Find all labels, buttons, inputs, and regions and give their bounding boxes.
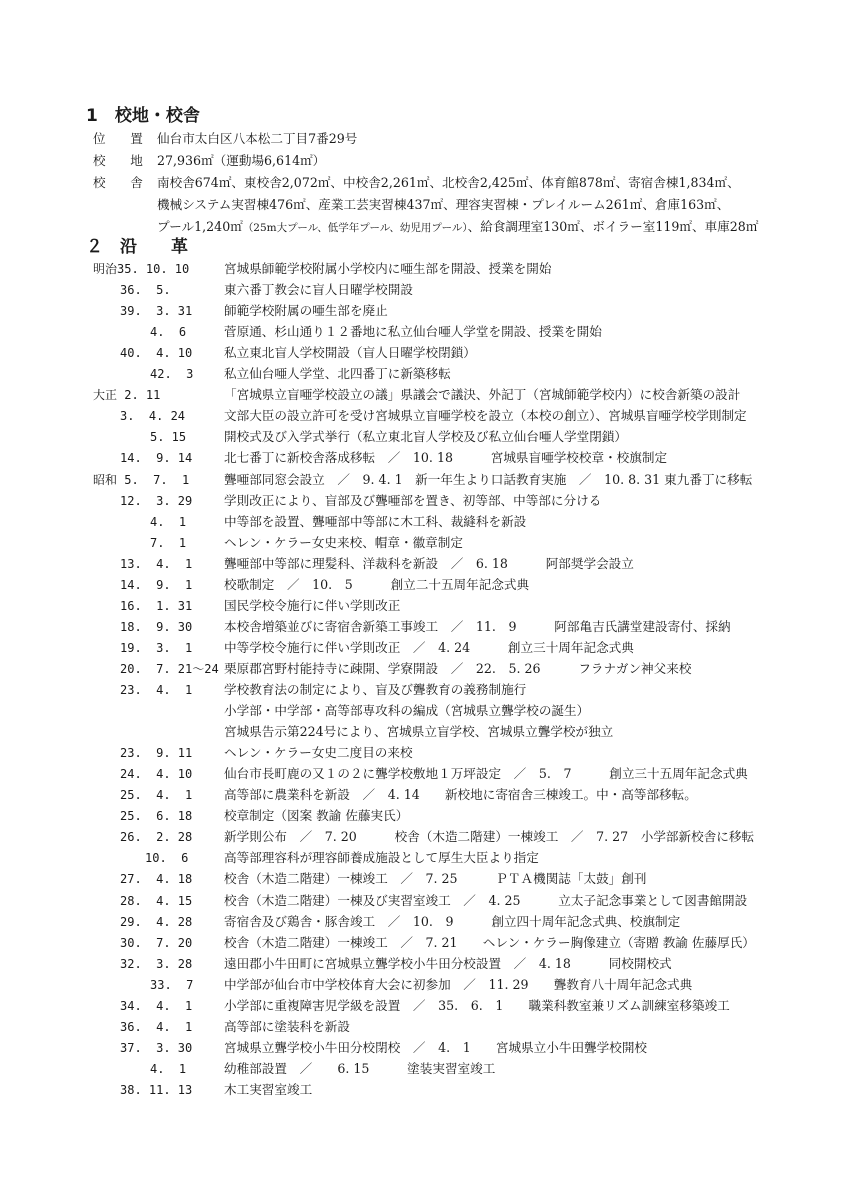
history-row bbox=[0, 447, 849, 469]
history-text: 聾唖部中等部に理髪科、洋裁科を新設 ／ 6. 18 阿部奨学会設立 bbox=[224, 555, 634, 571]
history-date: 20. 7. 21～24 bbox=[120, 661, 219, 676]
history-text: 「宮城県立盲唖学校設立の議」県議会で議決、外記丁（宮城師範学校内）に校舎新築の設計 bbox=[224, 387, 741, 403]
history-text: 新学則公布 ／ 7. 20 校舎（木造二階建）一棟竣工 ／ 7. 27 小学部新校舎に移転 bbox=[224, 829, 755, 845]
history-date: 33. 7 bbox=[150, 977, 194, 992]
history-text: 遠田郡小牛田町に宮城県立聾学校小牛田分校設置 ／ 4. 18 同校開校式 bbox=[224, 955, 672, 971]
history-text: 栗原郡宮野村能持寺に疎開、学寮開設 ／ 22. 5. 26 フラナガン神父来校 bbox=[224, 660, 692, 676]
history-date: 32. 3. 28 bbox=[120, 956, 193, 971]
history-text: ヘレン・ケラー女史二度目の来校 bbox=[224, 745, 413, 761]
buildings-pool: プール1,240㎡ bbox=[157, 219, 243, 234]
history-row bbox=[0, 490, 849, 512]
history-row bbox=[0, 1058, 849, 1080]
history-date: 34. 4. 1 bbox=[120, 998, 193, 1013]
history-row bbox=[0, 574, 849, 596]
history-text: 小学部・中学部・高等部専攻科の編成（宮城県立聾学校の誕生） bbox=[224, 703, 590, 719]
history-row bbox=[0, 595, 849, 617]
info-value: 27,936㎡（運動場6,614㎡） bbox=[157, 153, 326, 168]
history-text: 中等学校令施行に伴い学則改正 ／ 4. 24 創立三十周年記念式典 bbox=[224, 639, 634, 655]
history-text: 本校舎増築並びに寄宿舎新築工事竣工 ／ 11. 9 阿部亀吉氏講堂建設寄付、採納 bbox=[224, 618, 731, 634]
info-label: 校 舎 bbox=[93, 175, 149, 190]
history-date: 14. 9. 1 bbox=[120, 577, 193, 592]
history-text: 東六番丁教会に盲人日曜学校開設 bbox=[224, 282, 413, 298]
history-date: 3. 4. 24 bbox=[120, 409, 186, 424]
history-date: 4. 1 bbox=[150, 1061, 187, 1076]
history-date: 36. 5. bbox=[120, 283, 171, 298]
history-text: 菅原通、杉山通り１２番地に私立仙台唖人学堂を開設、授業を開始 bbox=[224, 324, 602, 340]
history-date: 5. 15 bbox=[150, 430, 187, 445]
history-date: 38. 11. 13 bbox=[120, 1082, 193, 1097]
history-row bbox=[0, 700, 849, 722]
history-row bbox=[0, 679, 849, 701]
history-date: 30. 7. 20 bbox=[120, 935, 193, 950]
history-row bbox=[0, 553, 849, 575]
history-row bbox=[0, 279, 849, 301]
history-date: 19. 3. 1 bbox=[120, 640, 193, 655]
history-row bbox=[0, 763, 849, 785]
buildings-pool-detail: （25m大プール、低学年プール、幼児用プール） bbox=[242, 222, 468, 234]
history-text: 校舎（木造二階建）一棟竣工 ／ 7. 21 ヘレン・ケラー胸像建立（寄贈 教諭 佐藤厚氏） bbox=[224, 934, 755, 950]
history-date: 25. 4. 1 bbox=[120, 788, 193, 803]
history-row bbox=[0, 616, 849, 638]
history-date: 大正 2. 11 bbox=[93, 388, 161, 403]
buildings-line: 南校舎674㎡、東校舎2,072㎡、中校舎2,261㎡、北校舎2,425㎡、体育館878㎡、寄宿舎棟1,834㎡、 bbox=[157, 175, 740, 190]
history-text: 国民学校令施行に伴い学則改正 bbox=[224, 597, 401, 613]
history-text: 宮城県告示第224号により、宮城県立盲学校、宮城県立聾学校が独立 bbox=[224, 724, 614, 740]
history-date: 18. 9. 30 bbox=[120, 619, 193, 634]
history-row bbox=[0, 721, 849, 743]
history-row bbox=[0, 868, 849, 890]
history-row bbox=[0, 342, 849, 364]
history-text: 中学部が仙台市中学校体育大会に初参加 ／ 11. 29 聾教育八十周年記念式典 bbox=[224, 976, 693, 992]
history-row bbox=[0, 742, 849, 764]
history-text: 開校式及び入学式挙行（私立東北盲人学校及び私立仙台唖人学堂閉鎖） bbox=[224, 429, 627, 445]
history-date: 36. 4. 1 bbox=[120, 1019, 193, 1034]
info-label: 校 地 bbox=[93, 153, 149, 168]
history-date: 26. 2. 28 bbox=[120, 830, 193, 845]
history-text: 私立仙台唖人学堂、北四番丁に新築移転 bbox=[224, 366, 451, 382]
history-text: 宮城県立聾学校小牛田分校閉校 ／ 4. 1 宮城県立小牛田聾学校開校 bbox=[224, 1039, 648, 1055]
history-row bbox=[0, 890, 849, 912]
history-date: 28. 4. 15 bbox=[120, 893, 193, 908]
history-row bbox=[0, 826, 849, 848]
history-row bbox=[0, 1037, 849, 1059]
history-date: 明治35. 10. 10 bbox=[93, 262, 190, 276]
history-row bbox=[0, 321, 849, 343]
history-row bbox=[0, 532, 849, 554]
history-text: 師範学校附属の唖生部を廃止 bbox=[224, 303, 388, 319]
info-row-site bbox=[0, 150, 849, 172]
info-row-location bbox=[0, 128, 849, 150]
history-row bbox=[0, 911, 849, 933]
info-label: 位 置 bbox=[93, 131, 149, 146]
history-text: ヘレン・ケラー女史来校、帽章・徽章制定 bbox=[224, 534, 463, 550]
history-text: 北七番丁に新校舎落成移転 ／ 10. 18 宮城県盲唖学校校章・校旗制定 bbox=[224, 450, 668, 466]
history-row bbox=[0, 405, 849, 427]
history-row bbox=[0, 974, 849, 996]
history-text: 高等部に農業科を新設 ／ 4. 14 新校地に寄宿舎三棟竣工。中・高等部移転。 bbox=[224, 787, 697, 803]
history-row bbox=[0, 995, 849, 1017]
history-date: 14. 9. 14 bbox=[120, 451, 193, 466]
history-date: 16. 1. 31 bbox=[120, 598, 193, 613]
history-date: 37. 3. 30 bbox=[120, 1040, 193, 1055]
history-text: 中等部を設置、聾唖部中等部に木工科、裁縫科を新設 bbox=[224, 513, 527, 529]
buildings-line: 機械システム実習棟476㎡、産業工芸実習棟437㎡、理容実習棟・プレイルーム261㎡、倉庫163㎡、 bbox=[157, 197, 730, 212]
history-date: 39. 3. 31 bbox=[120, 304, 193, 319]
history-date: 10. 6 bbox=[145, 851, 189, 866]
history-text: 仙台市長町鹿の又１の２に聾学校敷地１万坪設定 ／ 5. 7 創立三十五周年記念式典 bbox=[224, 766, 748, 782]
history-text: 学校教育法の制定により、盲及び聾教育の義務制施行 bbox=[224, 682, 527, 697]
history-row bbox=[0, 511, 849, 533]
history-date: 昭和 5. 7. 1 bbox=[93, 472, 190, 487]
history-date: 7. 1 bbox=[150, 535, 187, 550]
history-row bbox=[0, 805, 849, 827]
buildings-line bbox=[157, 216, 758, 239]
history-row bbox=[0, 426, 849, 448]
buildings-tail: 、給食調理室130㎡、ボイラー室119㎡、車庫28㎡ bbox=[467, 219, 759, 234]
history-row bbox=[0, 300, 849, 322]
history-text: 学則改正により、盲部及び聾唖部を置き、初等部、中等部に分ける bbox=[224, 492, 602, 508]
history-text: 校章制定（図案 教諭 佐藤実氏） bbox=[224, 808, 409, 824]
history-row bbox=[0, 363, 849, 385]
history-date: 29. 4. 28 bbox=[120, 914, 193, 929]
history-text: 校歌制定 ／ 10. 5 創立二十五周年記念式典 bbox=[224, 576, 530, 592]
history-date: 27. 4. 18 bbox=[120, 872, 193, 887]
history-row bbox=[0, 932, 849, 954]
history-row bbox=[0, 384, 849, 406]
history-row bbox=[0, 258, 849, 280]
history-text: 寄宿舎及び鶏舎・豚舎竣工 ／ 10. 9 創立四十周年記念式典、校旗制定 bbox=[224, 913, 681, 929]
history-text: 高等部に塗装科を新設 bbox=[224, 1018, 350, 1034]
history-date: 23. 4. 1 bbox=[120, 683, 193, 697]
history-text: 校舎（木造二階建）一棟及び実習室竣工 ／ 4. 25 立太子記念事業として図書館開設 bbox=[224, 892, 748, 908]
history-row bbox=[0, 953, 849, 975]
history-text: 聾唖部同窓会設立 ／ 9. 4. 1 新一年生より口話教育実施 ／ 10. 8. 31 東九番丁に移転 bbox=[224, 471, 753, 487]
history-text: 木工実習室竣工 bbox=[224, 1081, 313, 1097]
section-heading-campus: 1 校地・校舎 bbox=[86, 106, 200, 126]
history-text: 小学部に重複障害児学級を設置 ／ 35. 6. 1 職業科教室兼リズム訓練室移築竣工 bbox=[224, 997, 730, 1013]
history-date: 4. 1 bbox=[150, 514, 187, 529]
history-row bbox=[0, 1016, 849, 1038]
history-date: 25. 6. 18 bbox=[120, 809, 193, 824]
history-date: 12. 3. 29 bbox=[120, 493, 193, 508]
history-row bbox=[0, 1079, 849, 1101]
history-date: 42. 3 bbox=[150, 367, 194, 382]
history-date: 24. 4. 10 bbox=[120, 767, 193, 782]
section-heading-history: ２ 沿 革 bbox=[86, 237, 188, 257]
history-row bbox=[0, 637, 849, 659]
history-text: 私立東北盲人学校開設（盲人日曜学校閉鎖） bbox=[224, 345, 476, 361]
info-row-buildings bbox=[0, 172, 849, 238]
history-text: 校舎（木造二階建）一棟竣工 ／ 7. 25 ＰＴＡ機関誌「太鼓」創刊 bbox=[224, 871, 647, 887]
history-date: 4. 6 bbox=[150, 325, 187, 340]
info-value: 仙台市太白区八本松二丁目7番29号 bbox=[157, 131, 358, 146]
history-row bbox=[0, 658, 849, 680]
history-date: 40. 4. 10 bbox=[120, 346, 193, 361]
history-row bbox=[0, 469, 849, 491]
history-date: 23. 9. 11 bbox=[120, 746, 193, 761]
history-row bbox=[0, 784, 849, 806]
history-row bbox=[0, 847, 849, 869]
history-text: 幼稚部設置 ／ 6. 15 塗装実習室竣工 bbox=[224, 1060, 496, 1076]
history-date: 13. 4. 1 bbox=[120, 556, 193, 571]
history-text: 高等部理容科が理容師養成施設として厚生大臣より指定 bbox=[224, 850, 539, 866]
history-text: 文部大臣の設立許可を受け宮城県立盲唖学校を設立（本校の創立）、宮城県盲唖学校学則制定 bbox=[224, 408, 747, 424]
history-text: 宮城県師範学校附属小学校内に唖生部を開設、授業を開始 bbox=[224, 261, 552, 276]
